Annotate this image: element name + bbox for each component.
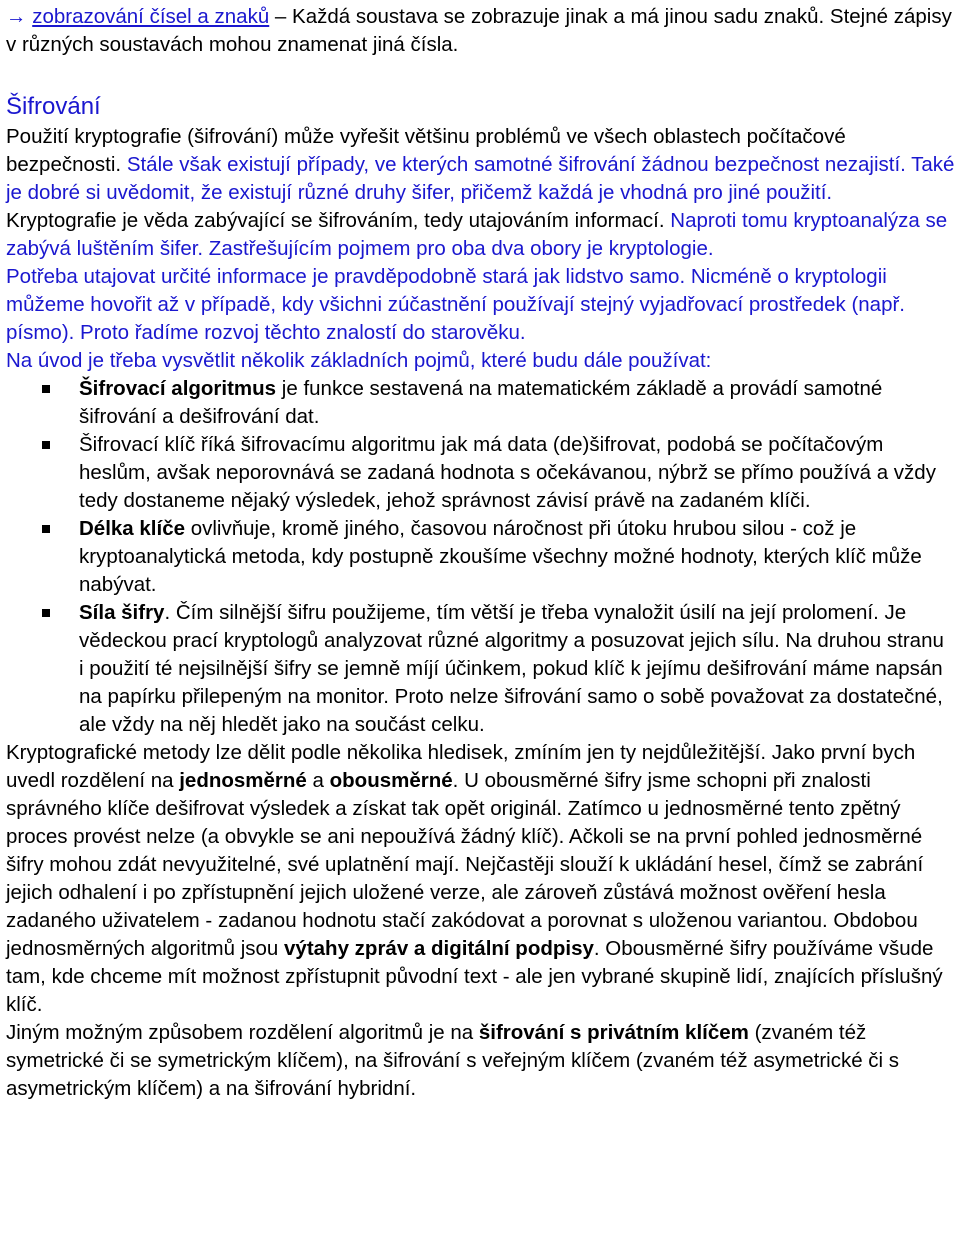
term-label: Délka klíče [79,517,185,540]
term-label: Šifrovací algoritmus [79,377,277,400]
paragraph-methods-text-a: Kryptografické metody lze dělit podle několika hledisek, zmíním jen ty nejdůležitější. Jako první bych uvedl rozdělení na [6,741,916,792]
paragraph-terms-intro: Na úvod je třeba vysvětlit několik základních pojmů, které budu dále používat: [6,349,712,372]
paragraph-cryptography-black: Kryptografie je věda zabývající se šifrováním, tedy utajováním informací. [6,209,671,232]
number-display-link[interactable]: zobrazování čísel a znaků [32,5,270,28]
list-item [6,515,960,599]
terms-list [6,375,960,739]
square-bullet-icon [42,609,50,617]
paragraph-key-types [6,1019,960,1103]
list-item [6,375,960,431]
term-text: je funkce sestavená na matematickém základě a provádí samotné šifrování a dešifrování dat. [79,377,883,428]
paragraph-cryptography [6,207,960,263]
square-bullet-icon [42,385,50,393]
term-text: . Čím silnější šifru použijeme, tím větší je třeba vynaložit úsilí na její prolomení. Je vědeckou prací kryptologů analyzovat různé algoritmy a posuzovat jejich sílu. Na druhou stranu i použití té nejsilnější šifry se jemně míjí účinkem, pokud klíč k jejímu dešifrování máme napsán na papírku přilepeným na monitor. Proto nelze šifrování samo o sobě považovat za dostatečné, ale vždy na něj hledět jako na součást celku. [79,601,944,736]
paragraph-usage [6,123,960,207]
term-text: ovlivňuje, kromě jiného, časovou náročnost při útoku hrubou silou - což je kryptoanalytická metoda, kdy postupně zkoušíme všechny možné hodnoty, kterých klíč může nabývat. [79,517,922,596]
paragraph-methods-text-c: a [306,769,330,792]
paragraph-methods-text-e: . Obousměrné šifry používáme všude tam, kde chceme mít možnost zpřístupnit původní text - ale jen vybrané skupině lidí, znajících příslušný klíč. [6,937,943,1016]
intro-paragraph [6,3,960,59]
square-bullet-icon [42,441,50,449]
paragraph-usage-black: Použití kryptografie (šifrování) může vyřešit většinu problémů ve všech oblastech počítačové bezpečnosti. [6,125,846,176]
term-text: Šifrovací klíč říká šifrovacímu algoritmu jak má data (de)šifrovat, podobá se počítačovým heslům, avšak neporovnává se zadaná hodnota s očekávanou, nýbrž se přímo používá a vždy tedy dostaneme nějaký výsledek, jehož správnost závisí právě na zadaném klíči. [79,433,936,512]
paragraph-cryptography-blue: Naproti tomu kryptoanalýza se zabývá luštěním šifer. Zastřešujícím pojmem pro oba dva obory je kryptologie. [6,209,948,260]
paragraph-usage-blue: Stále však existují případy, ve kterých samotné šifrování žádnou bezpečnost nezajistí. Také je dobré si uvědomit, že existují různé druhy šifer, přičemž každá je vhodná pro jiné použití. [6,153,955,204]
section-heading: Šifrování [6,93,101,120]
paragraph-key-types-text-c: (zvaném též symetrické či se symetrickým klíčem), na šifrování s veřejným klíčem (zvaném též asymetrické či s asymetrickým klíčem) a na šifrování hybridní. [6,1021,900,1100]
paragraph-key-types-text-a: Jiným možným způsobem rozdělení algoritmů je na [6,1021,479,1044]
paragraph-methods-text-d: . U obousměrné šifry jsme schopni při znalosti správného klíče dešifrovat výsledek a získat tak opět originál. Zatímco u jednosměrné tento zpětný proces provést nelze (a obvykle se ani nepoužívá žádný klíč). Ačkoli se na první pohled jednosměrné šifry mohou zdát nevyužitelné, své uplatnění mají. Nejčastěji slouží k ukládání hesel, čímž se zabrání jejich odhalení i po zpřístupnění jejich uložené verze, ale zároveň zůstává možnost ověření hesla zadaného uživatelem - zadanou hodnotu stačí zakódovat a porovnat s uloženou variantou. Obdobou jednosměrných algoritmů jsou [6,769,924,960]
paragraph-methods-bold-twoway: obousměrné [329,769,453,792]
arrow-icon: → [6,5,27,28]
list-item [6,431,960,515]
list-item [6,599,960,739]
intro-text: – Každá soustava se zobrazuje jinak a má jinou sadu znaků. Stejné zápisy v různých soustavách mohou znamenat jiná čísla. [6,5,952,56]
paragraph-methods-bold-digests: výtahy zpráv a digitální podpisy [284,937,594,960]
paragraph-methods [6,739,960,1019]
paragraph-key-types-bold-private: šifrování s privátním klíčem [478,1021,749,1044]
square-bullet-icon [42,525,50,533]
paragraph-methods-bold-oneway: jednosměrné [179,769,307,792]
paragraph-history: Potřeba utajovat určité informace je pravděpodobně stará jak lidstvo samo. Nicméně o kryptologii můžeme hovořit až v případě, kdy všichni zúčastnění používají stejný vyjadřovací prostředek (např. písmo). Proto řadíme rozvoj těchto znalostí do starověku. [6,265,906,344]
term-label: Síla šifry [79,601,165,624]
